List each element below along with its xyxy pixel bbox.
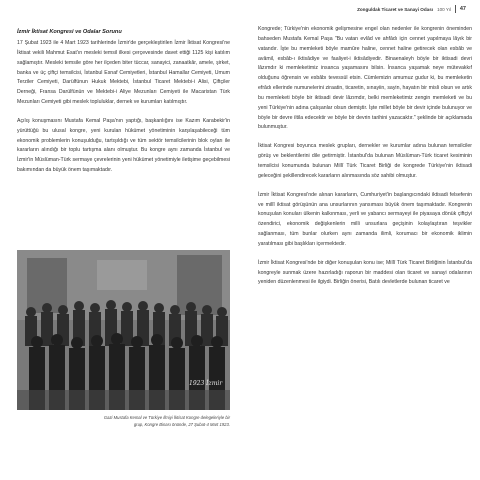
right-paragraph-3: İzmir İktisat Kongresi'nde alınan kararların, Cumhuriyet'in başlangıcındaki iktisadi felsefenin ve millî iktisat görüşünün ana unsurlarının yansıması büyük önem taşımaktadır. Kongrenin konuşulan konuları ülkenin kalkınması, yerli ve yabancı sermayeyi ile piyasaya dönük çiftçiyi özendirici, ekonomik değişkenlerin milli unsurlara geçişinin kolaylaştıran teşvikler sağlanması, tüm bunlar olurken aynı zamanda ilimli, korumacı bir ekonomik iklimin yaratılması gibi başlıkları içermektedir.	[258, 191, 472, 247]
page-header	[357, 4, 466, 14]
header-divider	[455, 5, 456, 13]
photo-caption	[17, 415, 230, 428]
right-column	[258, 25, 472, 297]
group-photo-illustration	[17, 250, 230, 410]
left-column	[17, 27, 230, 185]
photo-caption-line-2: grup, Kongre Binası önünde, 27 Şubat-4 Mart 1923.	[133, 421, 230, 427]
right-paragraph-2: İktisat Kongresi boyunca meslek grupları, dernekler ve kurumlar adına bulunan temsilciler görüş ve beklentilerini dile getirmiştir. İstanbul'da bulunan Müslüman-Türk ticaret kesiminin temsilcisi konumunda bulunan Millî Türk Ticaret Birliği de kongrede Türkiye'nin iktisadi geleceğini şekillendirecek kararların alınmasında söz sahibi olmuştur.	[258, 143, 472, 179]
section-heading: İzmir İktisat Kongresi ve Odalar Sorunu	[17, 29, 122, 35]
publication-years: 100 Yıl	[437, 6, 452, 12]
photo-caption-line-1: Gazi Mustafa Kemal ve Türkiye İlmiyi İktisat Kongre delegeleriyle bir	[103, 415, 230, 420]
publication-title: Zonguldak Ticaret ve Sanayi Odası	[357, 6, 434, 12]
historical-photo	[17, 250, 230, 410]
left-paragraph-1: 17 Şubat 1923 ile 4 Mart 1923 tarihlerinde İzmir'de gerçekleştirilen İzmir İktisat Kongresi'ne İktisat vekili Mahmut Esat'ın mesleki temsil ilkesi çerçevesinde davet ettiği 1125 kişi katılım sağlamıştır. Mesleki temsile göre her ilçeden biter tüccar, sanayici, zanaatkâr, amele, şirket, banka ve üç çiftçi temsilcisi, İstanbul Esnaf Cemiyetleri, İstanbul Hamallar Cemiyeti, Umum Terziler Cemiyeti, Darülfünun Hukuk Mektebi, İstanbul Ticaret Mektebi-i Alisi, Çiftçiler Derneği, Fransa Darülfünün ve Mektebi-i Aliye Mezunları Cemiyeti ile Macaristan Türk Mezunları Cemiyeti gibi meslek topluluklar, dernek ve kurumları katılmıştır.	[17, 40, 230, 106]
page-number: 47	[459, 6, 466, 12]
photo-date-mark: 1923 İzmir	[189, 380, 223, 387]
right-paragraph-4: İzmir İktisat Kongresi'nde bir diğer konuşulan konu ise; Millî Türk Ticaret Birliğinin İstanbul'da kongreyle sunmak üzere hazırladığı raporun bir maddesi olan ticaret ve sanayi odalarının yeniden düzenlenmesi ile ilgiydi. Birliğin önerisi, Batılı devletlerde bulunan ticaret ve	[258, 259, 472, 286]
left-paragraph-2: Açılış konuşmasını Mustafa Kemal Paşa'nın yaptığı, başkanlığını ise Kazım Karabekir'in yürüttüğü bu ulusal kongre, yeni kurulan hükümet yönetiminin karşılaşabileceği tüm ekonomik problemlerin konuşulduğu, tartışıldığı ve tüm sektör temsilcilerinin blok oyları ile kararların alındığı bir toplu tartışma alanı olmuştur. Bu kongre aynı zamanda İstanbul ve İzmir'in Müslüman-Türk sermaye çevrelerinin yeni hükümet yönetimiyle iletişime geçebilmesi bakımından da büyük önem taşımaktadır.	[17, 117, 230, 174]
right-paragraph-1: Kongrede; Türkiye'nin ekonomik gelişmesine engel olan nedenler ile kongrenin öneminden bahseden Mustafa Kemal Paşa "Bu vatan evlâd ve ahfâdı için cennet yapılmaya lâyık bir vatandır. İşte bu memleketi böyle mamûre haline, cennet haline getirecek olan esbâb ve avâmil, esbâb-ı iktisâdiye ve faaliyet-i iktisâdiyedir. Binaenaleyh böyle bir iktisadi devri lâzımdır ki memleketimiz insanca yaşamasını bilsin. İnsanca yaşamak neye mütevakkıf olduğunu öğrensin ve esbâbı tevessül etsin. Cümlemizin amumuz gudur ki, bu memleketin efrâdı ellerinde numunelerini ziraatin, ticaretin, sınayiin, sayin, hayatın bir misli olsun ve artık bu memleketi böyle bir iktisadi devir lâzımdır, belki memleketimiz zengin memleketi ve bu yeni Türkiye'nin adına çalışanlar olsun demiştir. İşte millet böyle bir devir içinde bulunuyor ve böyle bir devre iltila edecektir ve böyle bir devrin tarihini yazacaktır." şeklinde bir açıklamada bulunmuştur.	[258, 26, 472, 131]
